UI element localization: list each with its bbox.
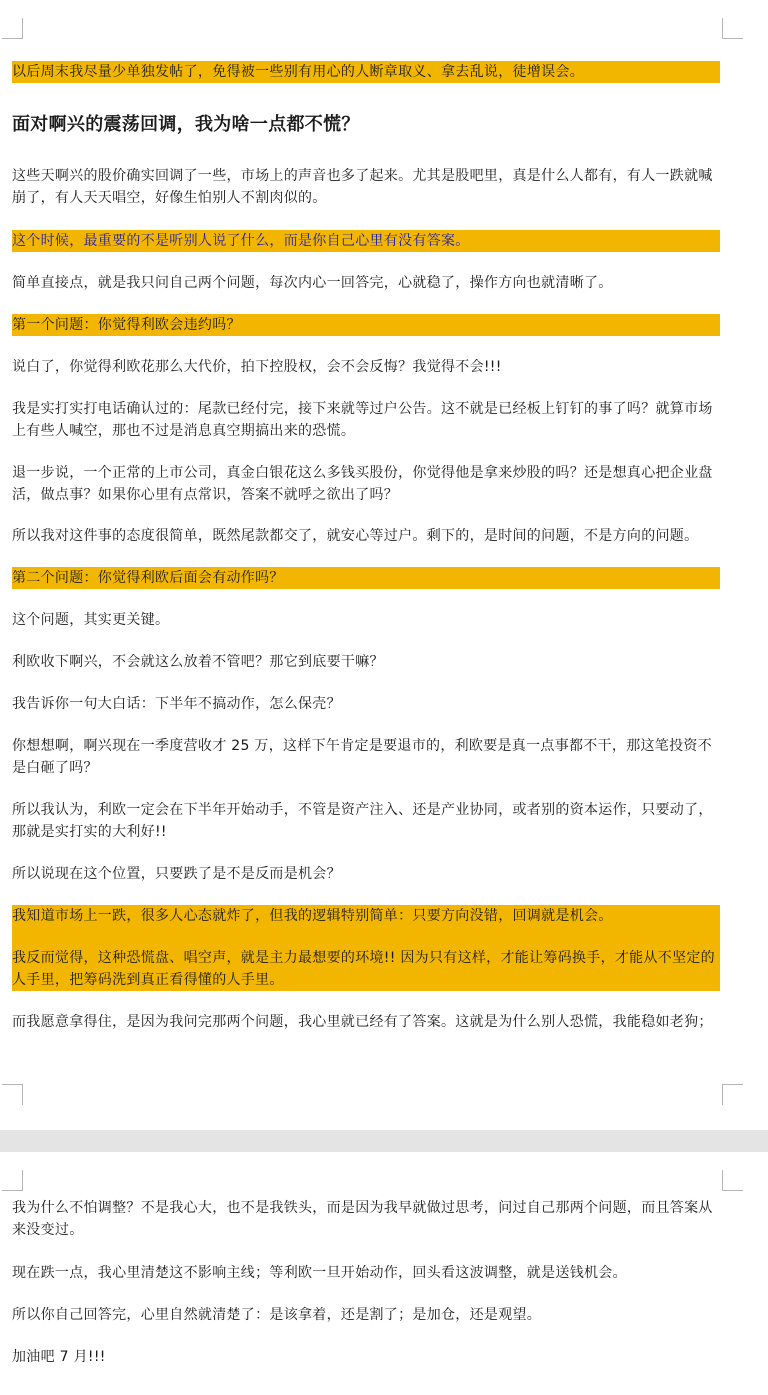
paragraph: 这些天啊兴的股价确实回调了一些，市场上的声音也多了起来。尤其是股吧里，真是什么人都有，有人一跌就喊崩了，有人天天唱空，好像生怕别人不割肉似的。 xyxy=(12,168,713,206)
paragraph: 所以说现在这个位置，只要跌了是不是反而是机会？ xyxy=(12,866,341,882)
question-heading-2: 第二个问题：你觉得利欧后面会有动作吗？ xyxy=(12,567,720,589)
paragraph: 简单直接点，就是我只问自己两个问题，每次内心一回答完，心就稳了，操作方向也就清晰了。 xyxy=(12,275,613,291)
page-corner-mark xyxy=(2,1170,23,1191)
page-corner-mark xyxy=(2,1084,23,1105)
highlight-paragraph: 我知道市场上一跌，很多人心态就炸了，但我的逻辑特别简单：只要方向没错，回调就是机会。 xyxy=(12,908,613,924)
paragraph: 现在跌一点，我心里清楚这不影响主线；等利欧一旦开始动作，回头看这波调整，就是送钱机会。 xyxy=(12,1265,627,1281)
paragraph: 而我愿意拿得住，是因为我问完那两个问题，我心里就已经有了答案。这就是为什么别人恐慌，我能稳如老狗； xyxy=(12,1014,713,1030)
paragraph: 我为什么不怕调整？不是我心大，也不是我铁头，而是因为我早就做过思考，问过自己那两个问题，而且答案从来没变过。 xyxy=(12,1200,713,1238)
paragraph: 退一步说，一个正常的上市公司，真金白银花这么多钱买股份，你觉得他是拿来炒股的吗？还是想真心把企业盘活，做点事？如果你心里有点常识，答案不就呼之欲出了吗？ xyxy=(12,465,713,503)
paragraph: 说白了，你觉得利欧花那么大代价，拍下控股权，会不会反悔？我觉得不会!!! xyxy=(12,359,502,375)
question-heading-1: 第一个问题：你觉得利欧会违约吗？ xyxy=(12,314,720,336)
page-corner-mark xyxy=(722,1084,743,1105)
article-title: 面对啊兴的震荡回调，我为啥一点都不慌？ xyxy=(12,114,360,135)
closing-line: 加油吧 7 月!!! xyxy=(12,1349,106,1365)
page-corner-mark xyxy=(722,1170,743,1191)
paragraph: 所以我认为，利欧一定会在下半年开始动手，不管是资产注入、还是产业协同，或者别的资本运作，只要动了，那就是实打实的大利好!! xyxy=(12,802,713,840)
paragraph: 我告诉你一句大白话：下半年不搞动作，怎么保壳？ xyxy=(12,696,341,712)
highlight-key-point: 这个时候，最重要的不是听别人说了什么，而是你自己心里有没有答案。 xyxy=(12,230,720,252)
document-page-2 xyxy=(0,1152,768,1395)
page-corner-mark xyxy=(722,18,743,39)
page-corner-mark xyxy=(2,18,23,39)
highlight-paragraph: 我反而觉得，这种恐慌盘、唱空声，就是主力最想要的环境!! 因为只有这样，才能让筹码换手，才能从不坚定的人手里，把筹码洗到真正看得懂的人手里。 xyxy=(12,950,715,988)
paragraph: 你想想啊，啊兴现在一季度营收才 25 万，这样下午肯定是要退市的，利欧要是真一点事都不干，那这笔投资不是白砸了吗？ xyxy=(12,738,713,776)
paragraph: 利欧收下啊兴，不会就这么放着不管吧？那它到底要干嘛？ xyxy=(12,654,384,670)
paragraph: 这个问题，其实更关键。 xyxy=(12,612,170,628)
paragraph: 所以我对这件事的态度很简单，既然尾款都交了，就安心等过户。剩下的，是时间的问题，不是方向的问题。 xyxy=(12,528,699,544)
paragraph: 所以你自己回答完，心里自然就清楚了：是该拿着，还是割了；是加仓，还是观望。 xyxy=(12,1307,542,1323)
intro-note: 以后周末我尽量少单独发帖了，免得被一些别有用心的人断章取义、拿去乱说，徒增误会。 xyxy=(12,61,720,83)
paragraph: 我是实打实打电话确认过的：尾款已经付完，接下来就等过户公告。这不就是已经板上钉钉的事了吗？就算市场上有些人喊空，那也不过是消息真空期搞出来的恐慌。 xyxy=(12,401,713,439)
page-separator xyxy=(0,1130,768,1152)
